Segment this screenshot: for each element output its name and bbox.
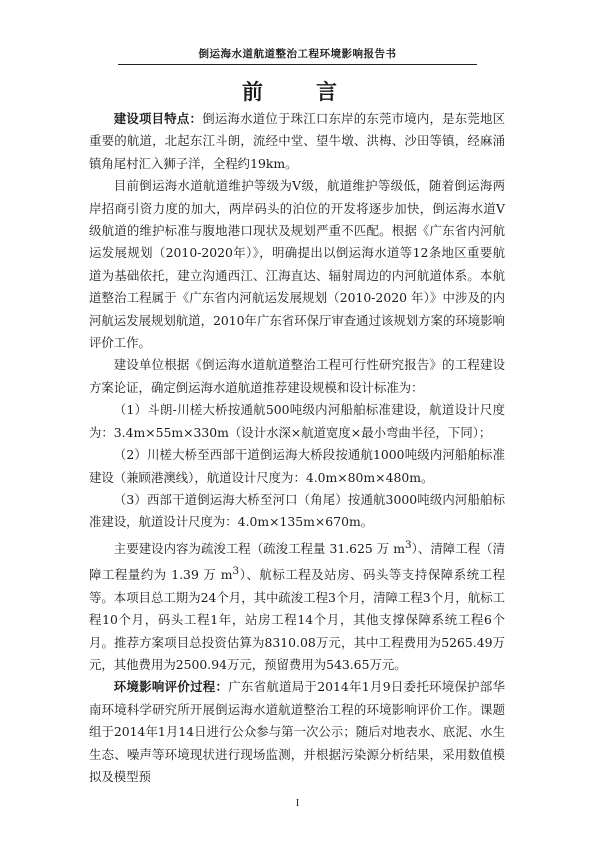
paragraph-construction-content xyxy=(89,534,505,677)
section-label-project-features: 建设项目特点： xyxy=(113,111,203,126)
running-header: 倒运海水道航道整治工程环境影响报告书 xyxy=(118,46,477,65)
section-label-eia-process: 环境影响评价过程： xyxy=(113,679,229,695)
superscript: 3 xyxy=(232,565,240,578)
paragraph-maintenance-status: 目前倒运海水道航道维护等级为Ⅴ级，航道维护等级低，随着倒运海两岸招商引资力度的加大，两岸码头的泊位的开发将逐步加快，倒运海水道Ⅴ级航道的维护标准与腹地港口现状及规划严重不匹配。根据《广东省内河航运发展规划（2010-2020年）》，明确提出以倒运海水道等12条地区重要航道为基础依托，建立沟通西江、江海直达、辐射周边的内河航道体系。本航道整治工程属于《广东省内河航运发展规划（2010-2020 年）》中涉及的内河航运发展规划航道，2010年广东省环保厅审查通过该规划方案的环境影响评价工作。 xyxy=(89,178,505,351)
page-title: 前 言 xyxy=(242,79,353,104)
page-number: I xyxy=(295,798,300,809)
paragraph-design-standard-2: （2）川槎大桥至西部干道倒运海大桥段按通航1000吨级内河船舶标准建设（兼顾港澳线），航道设计尺度为：4.0m×80m×480m。 xyxy=(89,447,505,485)
body-text xyxy=(89,108,505,788)
text-segment: ）、航标工程及站房、码头等支持保障系统工程等。本项目总工期为24个月，其中疏浚工程3个月，清障工程3个月，航标工程10个月，码头工程1年，站房工程14个月，其他支撑保障系统工程6个月。推荐方案项目总投资估算为8310.08万元，其中工程费用为5265.49万元，其他费用为2500.94万元，预留费用为543.65万元。 xyxy=(89,567,505,672)
text-segment: 主要建设内容为疏浚工程（疏浚工程量 31.625 万 m xyxy=(113,540,406,556)
paragraph-text: 广东省航道局于2014年1月9日委托环境保护部华南环境科学研究所开展倒运海水道航道整治工程的环境影响评价工作。课题组于2014年1月14日进行公众参与第一次公示；随后对地表水、底泥、水生生态、噪声等环境现状进行现场监测，并根据污染源分析结果，采用数值模拟及模型预 xyxy=(89,679,505,785)
text-segment: ）、清障工程（清障工程量约为 1.39 万 m xyxy=(89,540,505,583)
paragraph-eia-process xyxy=(89,676,505,788)
superscript: 3 xyxy=(405,538,412,551)
paragraph-project-features xyxy=(89,108,505,175)
paragraph-design-standard-3: （3）西部干道倒运海大桥至河口（角尾）按通航3000吨级内河船舶标准建设，航道设计尺度为：4.0m×135m×670m。 xyxy=(89,491,505,530)
paragraph-design-standard-intro: 建设单位根据《倒运海水道航道整治工程可行性研究报告》的工程建设方案论证，确定倒运海水道航道推荐建设规模和设计标准为： xyxy=(89,357,505,395)
paragraph-text: 倒运海水道位于珠江口东岸的东莞市境内，是东莞地区重要的航道，北起东江斗朗，流经中堂、望牛墩、洪梅、沙田等镇，经麻涌镇角尾村汇入狮子洋，全程约19km。 xyxy=(89,111,506,171)
paragraph-design-standard-1: （1）斗朗-川槎大桥按通航500吨级内河船舶标准建设，航道设计尺度为：3.4m×55m×330m（设计水深×航道宽度×最小弯曲半径，下同）； xyxy=(89,402,505,440)
